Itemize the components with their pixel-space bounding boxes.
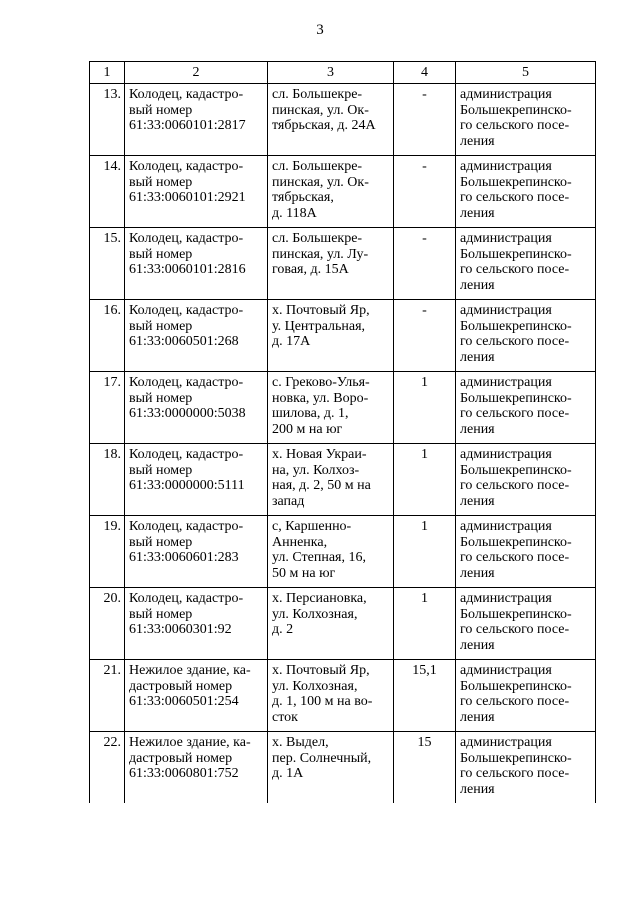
holder-cell-line: ления — [460, 349, 495, 365]
holder-cell-line: го сельского посе- — [460, 550, 570, 565]
table-row — [90, 516, 596, 588]
address-cell-line: д. 17А — [272, 334, 311, 349]
address-cell-line: сл. Большекре- — [272, 231, 363, 246]
address-cell-line: новка, ул. Воро- — [272, 390, 369, 406]
holder-cell — [456, 228, 596, 300]
address-cell-line: ул. Колхозная, — [272, 678, 358, 694]
holder-cell-line: Большекрепинско- — [460, 534, 572, 550]
address-cell — [268, 732, 394, 804]
address-cell — [268, 300, 394, 372]
header-cell-3: 3 — [268, 62, 394, 84]
holder-cell-line: Большекрепинско- — [460, 750, 572, 766]
row-number: 17. — [90, 372, 125, 444]
address-cell-line: д. 118А — [272, 205, 317, 221]
address-cell — [268, 372, 394, 444]
object-cell-line: дастровый номер — [129, 678, 233, 694]
holder-cell — [456, 300, 596, 372]
holder-cell-line: Большекрепинско- — [460, 174, 572, 190]
address-cell — [268, 228, 394, 300]
holder-cell — [456, 516, 596, 588]
holder-cell-line: Большекрепинско- — [460, 246, 572, 262]
object-cell — [125, 156, 268, 228]
object-cell-line: Колодец, кадастро- — [129, 231, 244, 246]
holder-cell-line: Большекрепинско- — [460, 390, 572, 406]
row-number: 20. — [90, 588, 125, 660]
object-cell-line: 61:33:0000000:5038 — [129, 406, 246, 421]
object-cell-line: 61:33:0000000:5111 — [129, 478, 245, 493]
table-row — [90, 84, 596, 156]
header-cell-1: 1 — [90, 62, 125, 84]
object-cell — [125, 84, 268, 156]
address-cell-line: пинская, ул. Ок- — [272, 174, 369, 190]
holder-cell — [456, 660, 596, 732]
address-cell-line: ул. Колхозная, — [272, 606, 358, 622]
address-cell-line: ная, д. 2, 50 м на — [272, 478, 371, 493]
row-number: 19. — [90, 516, 125, 588]
header-cell-5: 5 — [456, 62, 596, 84]
holder-cell-line: ления — [460, 781, 495, 797]
address-cell-line: говая, д. 15А — [272, 262, 349, 277]
holder-cell-line: администрация — [460, 87, 552, 102]
table-row — [90, 588, 596, 660]
table-row — [90, 156, 596, 228]
page-number: 3 — [316, 22, 324, 38]
area-cell: 15,1 — [394, 660, 456, 732]
area-cell: 15 — [394, 732, 456, 804]
object-cell-line: вый номер — [129, 246, 193, 262]
object-cell — [125, 300, 268, 372]
object-cell-line: Колодец, кадастро- — [129, 519, 244, 534]
holder-cell-line: администрация — [460, 663, 552, 678]
object-cell-line: Колодец, кадастро- — [129, 87, 244, 102]
holder-cell-line: ления — [460, 277, 495, 293]
object-cell-line: 61:33:0060501:254 — [129, 694, 239, 709]
holder-cell-line: го сельского посе- — [460, 478, 570, 493]
holder-cell-line: Большекрепинско- — [460, 102, 572, 118]
address-cell-line: Анненка, — [272, 534, 328, 550]
holder-cell-line: администрация — [460, 375, 552, 390]
object-cell-line: 61:33:0060101:2816 — [129, 262, 246, 277]
holder-cell-line: Большекрепинско- — [460, 462, 572, 478]
object-cell-line: 61:33:0060501:268 — [129, 334, 239, 349]
row-number: 15. — [90, 228, 125, 300]
object-cell-line: вый номер — [129, 390, 193, 406]
holder-cell-line: ления — [460, 565, 495, 581]
table-row — [90, 300, 596, 372]
table-row — [90, 372, 596, 444]
address-cell-line: пинская, ул. Ок- — [272, 102, 369, 118]
holder-cell-line: администрация — [460, 735, 552, 750]
address-cell-line: х. Почтовый Яр, — [272, 663, 370, 678]
holder-cell-line: ления — [460, 709, 495, 725]
address-cell-line: с. Греково-Улья- — [272, 375, 370, 390]
address-cell-line: д. 2 — [272, 622, 294, 637]
address-cell-line: пер. Солнечный, — [272, 750, 372, 766]
object-cell — [125, 516, 268, 588]
holder-cell-line: ления — [460, 133, 495, 149]
holder-cell — [456, 156, 596, 228]
address-cell — [268, 516, 394, 588]
holder-cell — [456, 372, 596, 444]
object-cell-line: Колодец, кадастро- — [129, 447, 244, 462]
address-cell-line: х. Выдел, — [272, 735, 329, 750]
table-row — [90, 732, 596, 804]
object-cell-line: вый номер — [129, 534, 193, 550]
area-cell: - — [394, 300, 456, 372]
address-cell-line: 200 м на юг — [272, 421, 343, 437]
object-cell — [125, 372, 268, 444]
holder-cell-line: го сельского посе- — [460, 262, 570, 277]
holder-cell-line: го сельского посе- — [460, 766, 570, 781]
object-cell-line: Колодец, кадастро- — [129, 159, 244, 174]
table-row — [90, 228, 596, 300]
object-cell — [125, 228, 268, 300]
holder-cell-line: Большекрепинско- — [460, 606, 572, 622]
object-cell-line: Нежилое здание, ка- — [129, 735, 251, 750]
area-cell: 1 — [394, 444, 456, 516]
area-cell: - — [394, 228, 456, 300]
address-cell — [268, 84, 394, 156]
holder-cell-line: администрация — [460, 231, 552, 246]
address-cell-line: д. 1А — [272, 766, 304, 781]
address-cell-line: х. Персиановка, — [272, 591, 367, 606]
address-cell-line: х. Почтовый Яр, — [272, 303, 370, 318]
area-cell: 1 — [394, 588, 456, 660]
object-cell — [125, 660, 268, 732]
object-cell-line: Колодец, кадастро- — [129, 375, 244, 390]
row-number: 22. — [90, 732, 125, 804]
area-cell: 1 — [394, 372, 456, 444]
holder-cell-line: ления — [460, 421, 495, 437]
address-cell-line: шилова, д. 1, — [272, 406, 349, 421]
holder-cell-line: ления — [460, 493, 495, 509]
row-number: 18. — [90, 444, 125, 516]
object-cell-line: дастровый номер — [129, 750, 233, 766]
row-number: 21. — [90, 660, 125, 732]
object-cell — [125, 732, 268, 804]
address-cell-line: тябрьская, — [272, 190, 334, 205]
address-cell-line: тябрьская, д. 24А — [272, 118, 376, 133]
object-cell-line: вый номер — [129, 318, 193, 334]
object-cell-line: 61:33:0060101:2921 — [129, 190, 246, 205]
area-cell: - — [394, 84, 456, 156]
address-cell — [268, 156, 394, 228]
object-cell-line: Колодец, кадастро- — [129, 303, 244, 318]
object-cell-line: Нежилое здание, ка- — [129, 663, 251, 678]
header-cell-2: 2 — [125, 62, 268, 84]
address-cell-line: с, Каршенно- — [272, 519, 352, 534]
address-cell-line: х. Новая Украи- — [272, 447, 367, 462]
table-row — [90, 444, 596, 516]
holder-cell-line: администрация — [460, 447, 552, 462]
address-cell-line: у. Центральная, — [272, 318, 366, 334]
object-cell-line: 61:33:0060101:2817 — [129, 118, 246, 133]
row-number: 14. — [90, 156, 125, 228]
holder-cell-line: го сельского посе- — [460, 118, 570, 133]
property-table — [89, 61, 596, 803]
area-cell: - — [394, 156, 456, 228]
holder-cell-line: го сельского посе- — [460, 334, 570, 349]
holder-cell — [456, 588, 596, 660]
address-cell-line: сл. Большекре- — [272, 159, 363, 174]
header-cell-4: 4 — [394, 62, 456, 84]
table-row — [90, 660, 596, 732]
holder-cell-line: администрация — [460, 591, 552, 606]
address-cell-line: ул. Степная, 16, — [272, 550, 366, 565]
address-cell — [268, 588, 394, 660]
address-cell-line: 50 м на юг — [272, 565, 336, 581]
holder-cell — [456, 732, 596, 804]
holder-cell-line: го сельского посе- — [460, 190, 570, 205]
object-cell-line: вый номер — [129, 174, 193, 190]
address-cell — [268, 444, 394, 516]
holder-cell — [456, 444, 596, 516]
object-cell-line: вый номер — [129, 606, 193, 622]
row-number: 13. — [90, 84, 125, 156]
holder-cell-line: го сельского посе- — [460, 694, 570, 709]
address-cell-line: сл. Большекре- — [272, 87, 363, 102]
holder-cell — [456, 84, 596, 156]
object-cell-line: вый номер — [129, 102, 193, 118]
holder-cell-line: ления — [460, 205, 495, 221]
object-cell — [125, 444, 268, 516]
holder-cell-line: администрация — [460, 519, 552, 534]
address-cell-line: сток — [272, 709, 298, 725]
holder-cell-line: Большекрепинско- — [460, 318, 572, 334]
holder-cell-line: Большекрепинско- — [460, 678, 572, 694]
address-cell-line: д. 1, 100 м на во- — [272, 694, 373, 709]
address-cell — [268, 660, 394, 732]
row-number: 16. — [90, 300, 125, 372]
object-cell-line: 61:33:0060301:92 — [129, 622, 232, 637]
holder-cell-line: ления — [460, 637, 495, 653]
area-cell: 1 — [394, 516, 456, 588]
table-header-row — [90, 62, 596, 84]
holder-cell-line: администрация — [460, 159, 552, 174]
address-cell-line: пинская, ул. Лу- — [272, 246, 369, 262]
holder-cell-line: го сельского посе- — [460, 406, 570, 421]
address-cell-line: запад — [272, 493, 305, 509]
object-cell-line: Колодец, кадастро- — [129, 591, 244, 606]
holder-cell-line: го сельского посе- — [460, 622, 570, 637]
object-cell-line: 61:33:0060801:752 — [129, 766, 239, 781]
holder-cell-line: администрация — [460, 303, 552, 318]
object-cell-line: 61:33:0060601:283 — [129, 550, 239, 565]
address-cell-line: на, ул. Колхоз- — [272, 462, 360, 478]
object-cell — [125, 588, 268, 660]
object-cell-line: вый номер — [129, 462, 193, 478]
